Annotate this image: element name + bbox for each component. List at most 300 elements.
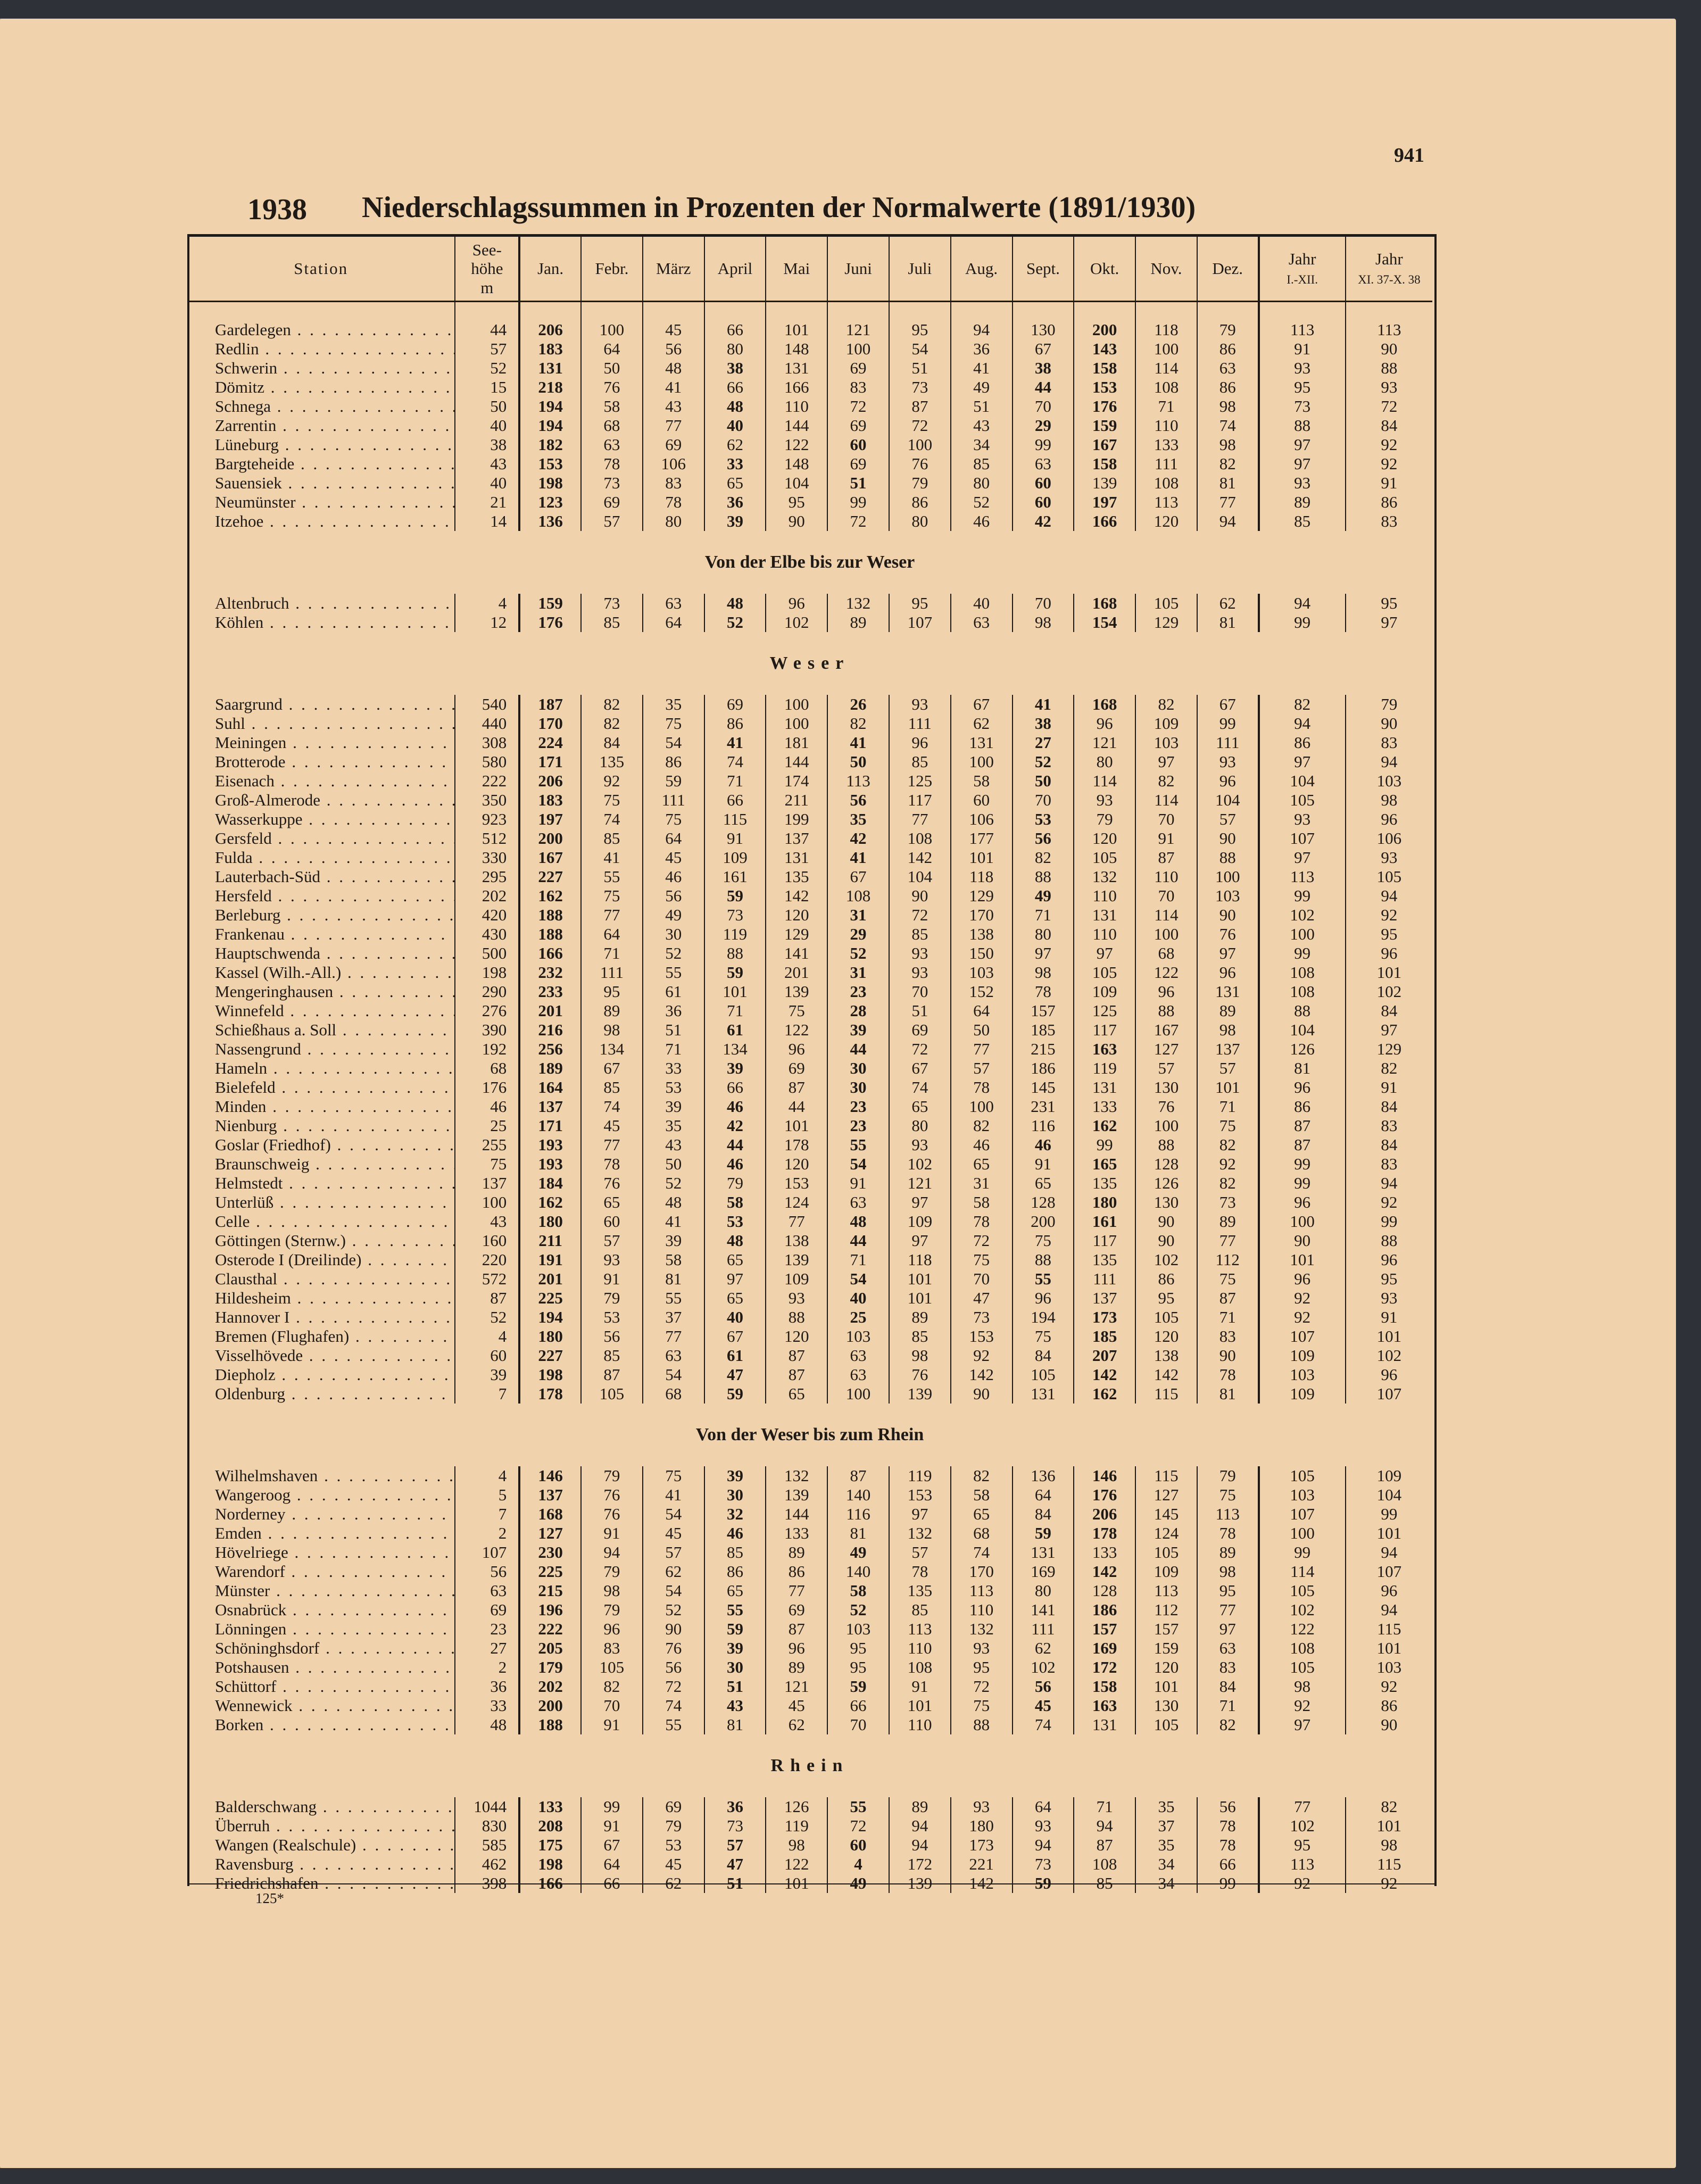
- month-cell: 74: [643, 1696, 704, 1715]
- section-heading: Von der Elbe bis zur Weser: [704, 552, 915, 572]
- elevation-cell: 7: [455, 1384, 519, 1404]
- table-row: [187, 1797, 1432, 1816]
- month-cell: 178: [519, 1384, 581, 1404]
- month-cell: 97: [1013, 944, 1074, 963]
- year-cell: 99: [1259, 1543, 1346, 1562]
- year-cell: 83: [1346, 733, 1432, 752]
- month-cell: 93: [889, 944, 951, 963]
- month-cell: 144: [766, 1505, 827, 1524]
- month-cell: 168: [1074, 695, 1135, 714]
- month-cell: 73: [1197, 1193, 1259, 1212]
- month-cell: 56: [1197, 1797, 1259, 1816]
- month-cell: 141: [766, 944, 827, 963]
- month-cell: 136: [519, 512, 581, 531]
- month-cell: 63: [643, 1346, 704, 1365]
- month-cell: 63: [643, 594, 704, 613]
- year-cell: 88: [1259, 416, 1346, 435]
- month-cell: 108: [1135, 378, 1197, 397]
- month-cell: 117: [1074, 1020, 1135, 1040]
- month-cell: 93: [581, 1250, 643, 1269]
- table-row: [187, 1327, 1432, 1346]
- month-cell: 52: [643, 1174, 704, 1193]
- month-cell: 150: [951, 944, 1013, 963]
- month-cell: 141: [1013, 1600, 1074, 1620]
- table-row: [187, 1135, 1432, 1155]
- month-cell: 134: [581, 1040, 643, 1059]
- month-cell: 191: [519, 1250, 581, 1269]
- table-row: [187, 378, 1432, 397]
- month-cell: 62: [766, 1715, 827, 1734]
- month-cell: 97: [1074, 944, 1135, 963]
- month-cell: 106: [951, 810, 1013, 829]
- year-cell: 102: [1259, 1816, 1346, 1836]
- year-cell: 105: [1259, 791, 1346, 810]
- month-cell: 117: [1074, 1231, 1135, 1250]
- elevation-cell: 222: [455, 771, 519, 791]
- month-cell: 40: [951, 594, 1013, 613]
- year-cell: 95: [1346, 594, 1432, 613]
- month-cell: 90: [951, 1384, 1013, 1404]
- month-cell: 41: [951, 359, 1013, 378]
- month-cell: 82: [951, 1116, 1013, 1135]
- month-cell: 58: [827, 1581, 889, 1600]
- elevation-cell: 46: [455, 1097, 519, 1116]
- month-cell: 71: [1197, 1696, 1259, 1715]
- year-cell: 97: [1259, 752, 1346, 771]
- month-cell: 90: [766, 512, 827, 531]
- year-cell: 96: [1346, 1365, 1432, 1384]
- year-cell: 96: [1346, 1581, 1432, 1600]
- table-row: [187, 1677, 1432, 1696]
- month-cell: 54: [643, 733, 704, 752]
- month-cell: 57: [581, 512, 643, 531]
- month-cell: 69: [889, 1020, 951, 1040]
- station-name: Visselhövede . . .: [187, 1346, 455, 1365]
- header-year-hydro-label: Jahr: [1375, 250, 1403, 269]
- year-cell: 101: [1346, 1816, 1432, 1836]
- station-name: Clausthal . . .: [187, 1269, 455, 1289]
- table-row: [187, 752, 1432, 771]
- header-month: Aug.: [951, 237, 1013, 302]
- station-name: Suhl . . .: [187, 714, 455, 733]
- month-cell: 92: [951, 1346, 1013, 1365]
- month-cell: 153: [889, 1485, 951, 1505]
- month-cell: 23: [827, 982, 889, 1001]
- month-cell: 56: [643, 1658, 704, 1677]
- year-cell: 93: [1259, 359, 1346, 378]
- month-cell: 39: [827, 1020, 889, 1040]
- year-cell: 126: [1259, 1040, 1346, 1059]
- station-name: Münster . . .: [187, 1581, 455, 1600]
- month-cell: 59: [704, 1384, 766, 1404]
- month-cell: 27: [1013, 733, 1074, 752]
- month-cell: 93: [889, 1135, 951, 1155]
- month-cell: 132: [951, 1620, 1013, 1639]
- year-cell: 101: [1259, 1250, 1346, 1269]
- month-cell: 46: [643, 867, 704, 886]
- header-month: Juni: [827, 237, 889, 302]
- month-cell: 74: [704, 752, 766, 771]
- month-cell: 51: [951, 397, 1013, 416]
- month-cell: 120: [766, 1327, 827, 1346]
- month-cell: 118: [1135, 320, 1197, 339]
- month-cell: 106: [643, 454, 704, 474]
- month-cell: 98: [1197, 1562, 1259, 1581]
- month-cell: 132: [1074, 867, 1135, 886]
- month-cell: 65: [704, 1250, 766, 1269]
- year-cell: 82: [1346, 1059, 1432, 1078]
- month-cell: 172: [889, 1855, 951, 1874]
- month-cell: 142: [889, 848, 951, 867]
- month-cell: 72: [889, 416, 951, 435]
- month-cell: 68: [581, 416, 643, 435]
- table-row: [187, 1289, 1432, 1308]
- month-cell: 90: [1135, 1231, 1197, 1250]
- table-row: [187, 1040, 1432, 1059]
- elevation-cell: 585: [455, 1836, 519, 1855]
- table-row: [187, 1696, 1432, 1715]
- month-cell: 88: [1013, 1250, 1074, 1269]
- month-cell: 113: [1135, 493, 1197, 512]
- month-cell: 131: [519, 359, 581, 378]
- elevation-cell: 27: [455, 1639, 519, 1658]
- month-cell: 65: [704, 474, 766, 493]
- month-cell: 90: [1135, 1212, 1197, 1231]
- month-cell: 139: [766, 982, 827, 1001]
- month-cell: 139: [766, 1250, 827, 1269]
- month-cell: 42: [1013, 512, 1074, 531]
- year-cell: 104: [1259, 771, 1346, 791]
- month-cell: 80: [643, 512, 704, 531]
- month-cell: 108: [1135, 474, 1197, 493]
- month-cell: 77: [1197, 1600, 1259, 1620]
- month-cell: 80: [951, 474, 1013, 493]
- month-cell: 93: [1074, 791, 1135, 810]
- month-cell: 70: [1135, 810, 1197, 829]
- month-cell: 112: [1135, 1600, 1197, 1620]
- table-row: [187, 454, 1432, 474]
- month-cell: 101: [1135, 1677, 1197, 1696]
- month-cell: 65: [951, 1155, 1013, 1174]
- month-cell: 139: [889, 1384, 951, 1404]
- month-cell: 131: [1074, 1715, 1135, 1734]
- year-cell: 108: [1259, 982, 1346, 1001]
- elevation-cell: 107: [455, 1543, 519, 1562]
- year-cell: 105: [1259, 1581, 1346, 1600]
- month-cell: 63: [1013, 454, 1074, 474]
- table-row: [187, 906, 1432, 925]
- month-cell: 114: [1135, 791, 1197, 810]
- year-cell: 101: [1346, 1327, 1432, 1346]
- month-cell: 64: [1013, 1485, 1074, 1505]
- month-cell: 194: [519, 1308, 581, 1327]
- elevation-cell: 15: [455, 378, 519, 397]
- elevation-cell: 63: [455, 1581, 519, 1600]
- year-cell: 103: [1346, 771, 1432, 791]
- month-cell: 57: [581, 1231, 643, 1250]
- month-cell: 199: [766, 810, 827, 829]
- month-cell: 92: [1197, 1155, 1259, 1174]
- month-cell: 71: [1135, 397, 1197, 416]
- station-name: Kassel (Wilh.-All.) . . .: [187, 963, 455, 982]
- month-cell: 109: [704, 848, 766, 867]
- month-cell: 73: [889, 378, 951, 397]
- header-year-calendar: [1259, 237, 1346, 302]
- elevation-cell: 75: [455, 1155, 519, 1174]
- month-cell: 113: [889, 1620, 951, 1639]
- month-cell: 206: [519, 771, 581, 791]
- month-cell: 137: [766, 829, 827, 848]
- month-cell: 23: [827, 1097, 889, 1116]
- year-cell: 99: [1346, 1212, 1432, 1231]
- month-cell: 111: [643, 791, 704, 810]
- month-cell: 131: [1013, 1543, 1074, 1562]
- month-cell: 83: [643, 474, 704, 493]
- month-cell: 94: [889, 1816, 951, 1836]
- month-cell: 162: [519, 1193, 581, 1212]
- year-cell: 87: [1259, 1135, 1346, 1155]
- year-cell: 91: [1346, 474, 1432, 493]
- year-cell: 72: [1346, 397, 1432, 416]
- month-cell: 89: [766, 1658, 827, 1677]
- elevation-cell: 198: [455, 963, 519, 982]
- station-name: Fulda . . .: [187, 848, 455, 867]
- year-cell: 97: [1259, 1715, 1346, 1734]
- month-cell: 110: [1074, 925, 1135, 944]
- month-cell: 52: [827, 1600, 889, 1620]
- month-cell: 193: [519, 1135, 581, 1155]
- month-cell: 118: [951, 867, 1013, 886]
- month-cell: 98: [1197, 1020, 1259, 1040]
- month-cell: 54: [889, 339, 951, 359]
- month-cell: 67: [704, 1327, 766, 1346]
- month-cell: 87: [581, 1365, 643, 1384]
- month-cell: 82: [581, 714, 643, 733]
- month-cell: 66: [581, 1874, 643, 1893]
- month-cell: 55: [827, 1797, 889, 1816]
- month-cell: 49: [643, 906, 704, 925]
- month-cell: 77: [951, 1040, 1013, 1059]
- month-cell: 79: [704, 1174, 766, 1193]
- year-cell: 98: [1346, 791, 1432, 810]
- month-cell: 188: [519, 1715, 581, 1734]
- station-name: Überruh . . .: [187, 1816, 455, 1836]
- month-cell: 90: [1197, 906, 1259, 925]
- month-cell: 115: [704, 810, 766, 829]
- station-name: Unterlüß . . .: [187, 1193, 455, 1212]
- month-cell: 51: [704, 1677, 766, 1696]
- month-cell: 178: [1074, 1524, 1135, 1543]
- month-cell: 140: [827, 1562, 889, 1581]
- month-cell: 61: [643, 982, 704, 1001]
- month-cell: 40: [704, 416, 766, 435]
- year-cell: 92: [1346, 1677, 1432, 1696]
- year-cell: 93: [1346, 378, 1432, 397]
- month-cell: 166: [766, 378, 827, 397]
- elevation-cell: 25: [455, 1116, 519, 1135]
- month-cell: 224: [519, 733, 581, 752]
- year-cell: 92: [1346, 435, 1432, 454]
- table-row: [187, 829, 1432, 848]
- month-cell: 75: [766, 1001, 827, 1020]
- month-cell: 53: [1013, 810, 1074, 829]
- year-cell: 115: [1346, 1620, 1432, 1639]
- month-cell: 161: [704, 867, 766, 886]
- month-cell: 110: [766, 397, 827, 416]
- month-cell: 76: [581, 1505, 643, 1524]
- month-cell: 121: [1074, 733, 1135, 752]
- month-cell: 98: [889, 1346, 951, 1365]
- table-row: [187, 1365, 1432, 1384]
- table-row: [187, 1620, 1432, 1639]
- month-cell: 49: [1013, 886, 1074, 906]
- month-cell: 99: [1197, 714, 1259, 733]
- month-cell: 58: [951, 1485, 1013, 1505]
- table-row: [187, 594, 1432, 613]
- month-cell: 45: [766, 1696, 827, 1715]
- elevation-cell: 398: [455, 1874, 519, 1893]
- month-cell: 166: [1074, 512, 1135, 531]
- month-cell: 108: [889, 1658, 951, 1677]
- month-cell: 108: [1074, 1855, 1135, 1874]
- month-cell: 99: [1197, 1874, 1259, 1893]
- year-cell: 100: [1259, 1524, 1346, 1543]
- table-row: [187, 416, 1432, 435]
- month-cell: 64: [1013, 1797, 1074, 1816]
- month-cell: 59: [827, 1677, 889, 1696]
- month-cell: 120: [766, 1155, 827, 1174]
- month-cell: 135: [766, 867, 827, 886]
- elevation-cell: 290: [455, 982, 519, 1001]
- elevation-cell: 68: [455, 1059, 519, 1078]
- elevation-cell: 192: [455, 1040, 519, 1059]
- year-cell: 99: [1259, 1174, 1346, 1193]
- year-cell: 107: [1259, 1505, 1346, 1524]
- month-cell: 185: [1013, 1020, 1074, 1040]
- month-cell: 171: [519, 752, 581, 771]
- elevation-cell: 50: [455, 397, 519, 416]
- month-cell: 70: [1013, 791, 1074, 810]
- month-cell: 122: [766, 1855, 827, 1874]
- month-cell: 205: [519, 1639, 581, 1658]
- year-cell: 91: [1259, 339, 1346, 359]
- month-cell: 54: [827, 1155, 889, 1174]
- section-heading-row: [187, 531, 1432, 576]
- month-cell: 176: [1074, 397, 1135, 416]
- month-cell: 104: [766, 474, 827, 493]
- month-cell: 177: [951, 829, 1013, 848]
- month-cell: 46: [951, 512, 1013, 531]
- month-cell: 91: [827, 1174, 889, 1193]
- elevation-cell: 5: [455, 1485, 519, 1505]
- section-heading-row: [187, 632, 1432, 677]
- month-cell: 58: [581, 397, 643, 416]
- section-heading: Von der Weser bis zum Rhein: [695, 1425, 924, 1444]
- month-cell: 182: [519, 435, 581, 454]
- year-cell: 94: [1346, 1600, 1432, 1620]
- month-cell: 121: [827, 320, 889, 339]
- elevation-cell: 7: [455, 1505, 519, 1524]
- elevation-cell: 350: [455, 791, 519, 810]
- page-number: 941: [1394, 144, 1424, 167]
- month-cell: 76: [1135, 1097, 1197, 1116]
- month-cell: 55: [704, 1600, 766, 1620]
- month-cell: 94: [1197, 512, 1259, 531]
- month-cell: 96: [581, 1620, 643, 1639]
- month-cell: 198: [519, 1855, 581, 1874]
- table-row: [187, 771, 1432, 791]
- month-cell: 67: [1197, 695, 1259, 714]
- month-cell: 63: [1197, 1639, 1259, 1658]
- year-cell: 88: [1346, 1231, 1432, 1250]
- table-row: [187, 1212, 1432, 1231]
- month-cell: 135: [1074, 1250, 1135, 1269]
- year-cell: 96: [1259, 1078, 1346, 1097]
- year-cell: 107: [1346, 1384, 1432, 1404]
- month-cell: 53: [643, 1078, 704, 1097]
- month-cell: 93: [889, 695, 951, 714]
- month-cell: 158: [1074, 359, 1135, 378]
- month-cell: 75: [1013, 1231, 1074, 1250]
- month-cell: 91: [1013, 1155, 1074, 1174]
- month-cell: 76: [581, 1485, 643, 1505]
- month-cell: 56: [1013, 829, 1074, 848]
- month-cell: 57: [643, 1543, 704, 1562]
- month-cell: 137: [519, 1485, 581, 1505]
- table-row: [187, 1715, 1432, 1734]
- month-cell: 130: [1135, 1078, 1197, 1097]
- month-cell: 50: [1013, 771, 1074, 791]
- year-cell: 96: [1346, 810, 1432, 829]
- month-cell: 63: [827, 1193, 889, 1212]
- table-row: [187, 512, 1432, 531]
- station-name: Zarrentin . . .: [187, 416, 455, 435]
- month-cell: 54: [827, 1269, 889, 1289]
- month-cell: 60: [827, 1836, 889, 1855]
- month-cell: 73: [581, 594, 643, 613]
- table-row: [187, 1097, 1432, 1116]
- elevation-cell: 43: [455, 454, 519, 474]
- month-cell: 44: [704, 1135, 766, 1155]
- year-cell: 107: [1259, 829, 1346, 848]
- month-cell: 109: [1135, 1562, 1197, 1581]
- month-cell: 85: [581, 1078, 643, 1097]
- year-cell: 88: [1259, 1001, 1346, 1020]
- month-cell: 52: [951, 493, 1013, 512]
- month-cell: 41: [827, 848, 889, 867]
- table-row: [187, 695, 1432, 714]
- year-cell: 102: [1346, 1346, 1432, 1365]
- month-cell: 56: [643, 339, 704, 359]
- month-cell: 97: [1197, 1620, 1259, 1639]
- month-cell: 87: [766, 1346, 827, 1365]
- month-cell: 86: [704, 714, 766, 733]
- year-cell: 92: [1259, 1308, 1346, 1327]
- elevation-cell: 4: [455, 594, 519, 613]
- year-cell: 102: [1259, 906, 1346, 925]
- year-cell: 107: [1346, 1562, 1432, 1581]
- month-cell: 148: [766, 339, 827, 359]
- month-cell: 124: [1135, 1524, 1197, 1543]
- elevation-cell: 44: [455, 320, 519, 339]
- header-year-calendar-label: Jahr: [1288, 250, 1316, 269]
- month-cell: 82: [581, 1677, 643, 1696]
- month-cell: 48: [827, 1212, 889, 1231]
- header-month: Nov.: [1135, 237, 1197, 302]
- month-cell: 54: [643, 1505, 704, 1524]
- month-cell: 36: [704, 1797, 766, 1816]
- month-cell: 84: [1013, 1505, 1074, 1524]
